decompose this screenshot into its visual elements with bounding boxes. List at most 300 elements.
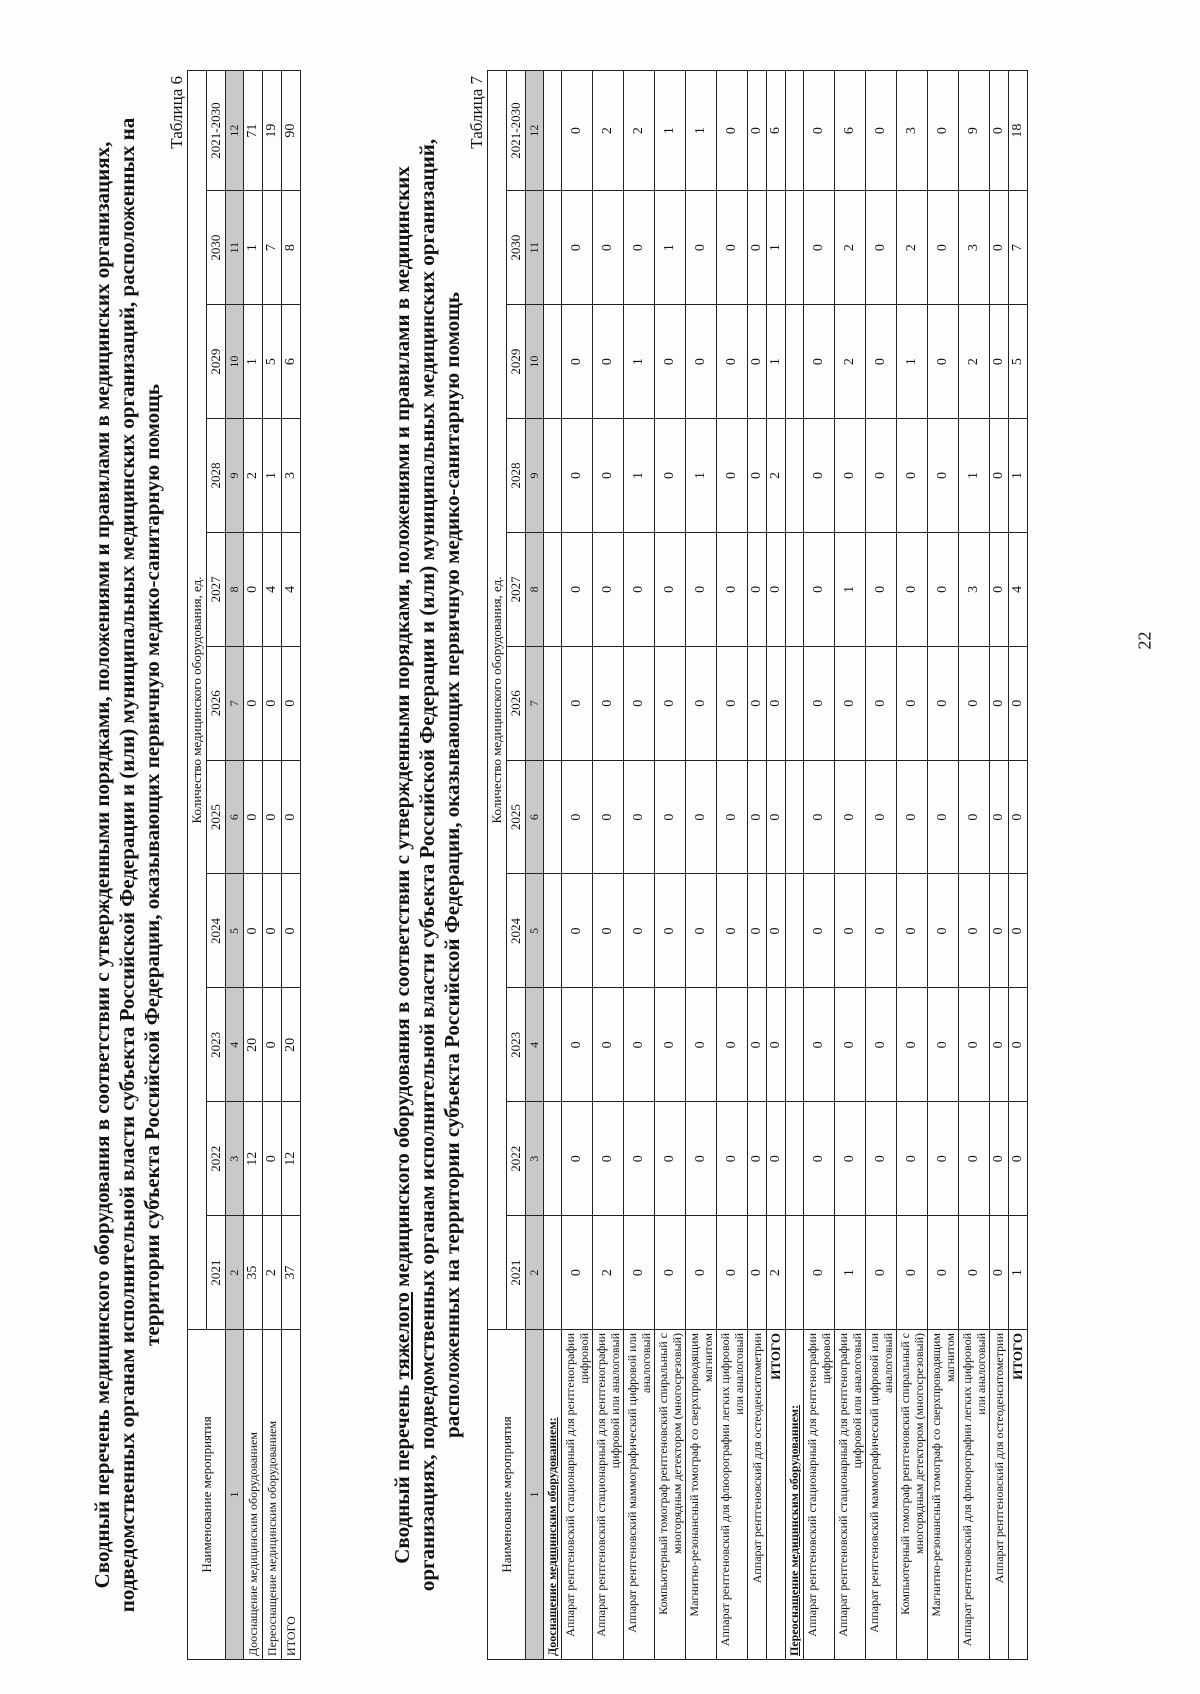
column-index: 3 [226, 1102, 244, 1216]
table-cell: 0 [990, 71, 1009, 191]
column-header-year: 2025 [207, 760, 226, 874]
table-cell: 1 [263, 419, 282, 533]
empty-cell [786, 760, 804, 874]
column-index: 4 [226, 988, 244, 1102]
table-cell: 0 [959, 1216, 990, 1330]
table-cell: 0 [804, 191, 835, 305]
table-row [804, 71, 835, 1660]
table-cell: 1 [1009, 419, 1028, 533]
table-cell: 0 [686, 532, 717, 646]
empty-cell [786, 191, 804, 305]
table-cell: 0 [593, 419, 624, 533]
table-cell: 4 [282, 532, 301, 646]
row-name: Аппарат рентгеновский стационарный для рентгенографии цифровой или аналоговый [835, 1330, 866, 1660]
row-name: Аппарат рентгеновский для остеоденситометрии [748, 1330, 767, 1660]
column-index: 11 [226, 191, 244, 305]
table-cell: 7 [1009, 191, 1028, 305]
row-name: Магнитно-резонансный томограф со сверхпроводящим магнитом [686, 1330, 717, 1660]
table-cell: 0 [928, 1102, 959, 1216]
table-cell: 0 [804, 305, 835, 419]
table-cell: 0 [835, 1102, 866, 1216]
table-cell: 1 [959, 419, 990, 533]
table-cell: 0 [655, 988, 686, 1102]
row-name: Аппарат рентгеновский маммографический цифровой или аналоговый [866, 1330, 897, 1660]
table-cell: 1 [624, 419, 655, 533]
table-cell: 0 [686, 874, 717, 988]
table-cell: 1 [835, 532, 866, 646]
table-cell: 0 [562, 419, 593, 533]
table-cell: 1 [686, 71, 717, 191]
table-cell: 0 [655, 419, 686, 533]
table-cell: 0 [562, 646, 593, 760]
table-row [655, 71, 686, 1660]
table-cell: 0 [686, 1216, 717, 1330]
table-cell: 1 [655, 71, 686, 191]
table-cell: 0 [767, 646, 786, 760]
column-header-year: 2030 [507, 191, 526, 305]
column-index: 1 [526, 1330, 544, 1660]
table-cell: 0 [244, 646, 263, 760]
table-cell: 0 [717, 191, 748, 305]
table-cell: 0 [866, 71, 897, 191]
empty-cell [786, 1102, 804, 1216]
table7-block [390, 70, 1028, 1660]
column-header-year: 2021-2030 [507, 71, 526, 191]
row-name: ИТОГО [1009, 1330, 1028, 1660]
table-cell: 18 [1009, 71, 1028, 191]
row-name: Аппарат рентгеновский маммографический цифровой или аналоговый [624, 1330, 655, 1660]
table6-block [90, 70, 301, 1660]
table-cell: 0 [655, 1216, 686, 1330]
empty-cell [786, 646, 804, 760]
table-cell: 0 [1009, 988, 1028, 1102]
table-cell: 0 [717, 874, 748, 988]
table-cell: 0 [562, 1102, 593, 1216]
table-cell: 3 [959, 532, 990, 646]
table-cell: 0 [897, 419, 928, 533]
table-cell: 0 [1009, 1102, 1028, 1216]
table-cell: 37 [282, 1216, 301, 1330]
empty-cell [544, 1102, 562, 1216]
table-cell: 0 [897, 988, 928, 1102]
column-header-year: 2026 [207, 646, 226, 760]
row-name: ИТОГО [767, 1330, 786, 1660]
row-name: Аппарат рентгеновский для флюорографии легких цифровой или аналоговый [959, 1330, 990, 1660]
column-header-year: 2028 [207, 419, 226, 533]
row-name: Аппарат рентгеновский стационарный для рентгенографии цифровой или аналоговый [593, 1330, 624, 1660]
table-row [593, 71, 624, 1660]
table-cell: 0 [624, 760, 655, 874]
table6-title: Сводный перечень медицинского оборудования в соответствии с утвержденными порядками, положениями и правилами в медицинских организациях, подведомственных органам исполнительной власти субъекта Российской Федерации и (или) муниципальных медицинских организаций, расположенных на территории субъекта Российской Федерации, оказывающих первичную медико-санитарную помощь [90, 117, 164, 1613]
table-cell: 0 [624, 532, 655, 646]
row-name: Аппарат рентгеновский для флюорографии легких цифровой или аналоговый [717, 1330, 748, 1660]
table-cell: 0 [624, 874, 655, 988]
table7-title-part: медицинского оборудования в соответствии с утвержденными порядками, положениями и правилами в медицинских организациях, подведомственных органам исполнительной власти субъекта Российской Федерации и (или) муниципальных медицинских организаций, расположенных на территории субъекта Российской Федерации, оказывающих первичную медико-санитарную помощь [390, 138, 464, 1592]
table-cell: 0 [562, 532, 593, 646]
table-cell: 0 [655, 1102, 686, 1216]
table-cell: 0 [263, 760, 282, 874]
table-row [1009, 71, 1028, 1660]
table-cell: 0 [655, 532, 686, 646]
column-index: 8 [526, 532, 544, 646]
table-cell: 0 [717, 1216, 748, 1330]
table-cell: 0 [866, 305, 897, 419]
table-cell: 0 [866, 532, 897, 646]
table-cell: 0 [897, 760, 928, 874]
empty-cell [544, 191, 562, 305]
table-cell: 0 [282, 760, 301, 874]
table-cell: 1 [897, 305, 928, 419]
table-cell: 0 [928, 1216, 959, 1330]
table-row [959, 71, 990, 1660]
table-cell: 20 [244, 988, 263, 1102]
table-cell: 0 [804, 988, 835, 1102]
column-header-year: 2027 [507, 532, 526, 646]
table6-label: Таблица 6 [167, 76, 186, 149]
table-cell: 0 [717, 305, 748, 419]
table-cell: 0 [263, 988, 282, 1102]
table-cell: 0 [804, 874, 835, 988]
table-cell: 0 [282, 874, 301, 988]
column-index: 5 [526, 874, 544, 988]
table-cell: 0 [928, 532, 959, 646]
table-cell: 2 [244, 419, 263, 533]
column-index: 9 [226, 419, 244, 533]
table-cell: 2 [767, 419, 786, 533]
page-number: 22 [1134, 631, 1155, 650]
table-cell: 0 [959, 1102, 990, 1216]
table-cell: 0 [748, 646, 767, 760]
table-cell: 0 [593, 191, 624, 305]
column-index: 3 [526, 1102, 544, 1216]
table-cell: 0 [686, 760, 717, 874]
table-cell: 0 [717, 988, 748, 1102]
table-row [748, 71, 767, 1660]
table-cell: 0 [717, 71, 748, 191]
table-cell: 0 [748, 1102, 767, 1216]
table-cell: 0 [959, 646, 990, 760]
row-name: Переоснащение медицинским оборудованием [263, 1330, 282, 1660]
table-cell: 0 [655, 874, 686, 988]
table-cell: 0 [624, 646, 655, 760]
table-cell: 2 [835, 305, 866, 419]
table-cell: 0 [990, 874, 1009, 988]
table-cell: 0 [804, 760, 835, 874]
table-cell: 0 [593, 988, 624, 1102]
table-cell: 0 [990, 988, 1009, 1102]
table-cell: 0 [866, 1102, 897, 1216]
column-index: 10 [226, 305, 244, 419]
table-cell: 19 [263, 71, 282, 191]
table-cell: 0 [748, 1216, 767, 1330]
table-cell: 2 [959, 305, 990, 419]
column-index: 5 [226, 874, 244, 988]
table-cell: 0 [263, 646, 282, 760]
column-header-year: 2023 [207, 988, 226, 1102]
table-cell: 0 [835, 874, 866, 988]
table-cell: 9 [959, 71, 990, 191]
column-header-year: 2029 [207, 305, 226, 419]
table-cell: 0 [897, 1216, 928, 1330]
table-row [990, 71, 1009, 1660]
table-cell: 0 [748, 419, 767, 533]
table-cell: 0 [244, 874, 263, 988]
table-cell: 0 [928, 874, 959, 988]
column-header-year: 2028 [507, 419, 526, 533]
table-cell: 0 [562, 988, 593, 1102]
table-cell: 0 [767, 874, 786, 988]
table-cell: 0 [748, 874, 767, 988]
table-cell: 0 [655, 305, 686, 419]
table-cell: 0 [1009, 760, 1028, 874]
column-header-year: 2030 [207, 191, 226, 305]
table-cell: 0 [767, 1102, 786, 1216]
table-cell: 1 [1009, 1216, 1028, 1330]
table-cell: 0 [835, 419, 866, 533]
column-header-year: 2024 [507, 874, 526, 988]
table-cell: 0 [562, 71, 593, 191]
table-row [282, 71, 301, 1660]
table-cell: 0 [804, 71, 835, 191]
table-cell: 2 [593, 1216, 624, 1330]
table-cell: 2 [624, 71, 655, 191]
empty-cell [786, 532, 804, 646]
table-cell: 0 [562, 760, 593, 874]
table-cell: 0 [990, 1102, 1009, 1216]
table-cell: 1 [624, 305, 655, 419]
column-header-year: 2025 [507, 760, 526, 874]
table-cell: 5 [263, 305, 282, 419]
table-cell: 4 [1009, 532, 1028, 646]
table-cell: 0 [866, 1216, 897, 1330]
column-index: 7 [226, 646, 244, 760]
table-cell: 0 [562, 1216, 593, 1330]
table-cell: 1 [655, 191, 686, 305]
table-cell: 0 [717, 419, 748, 533]
column-index: 7 [526, 646, 544, 760]
table-cell: 0 [804, 532, 835, 646]
empty-cell [544, 71, 562, 191]
table-cell: 0 [686, 191, 717, 305]
table-row [624, 71, 655, 1660]
table-cell: 0 [990, 191, 1009, 305]
table-cell: 0 [717, 1102, 748, 1216]
table-cell: 0 [263, 1102, 282, 1216]
column-index: 10 [526, 305, 544, 419]
table-cell: 0 [562, 874, 593, 988]
section-row [786, 71, 804, 1660]
table-cell: 0 [686, 646, 717, 760]
empty-cell [544, 1216, 562, 1330]
table-cell: 2 [835, 191, 866, 305]
table-row [562, 71, 593, 1660]
table-cell: 0 [990, 532, 1009, 646]
table-cell: 0 [748, 191, 767, 305]
column-index: 4 [526, 988, 544, 1102]
empty-cell [786, 305, 804, 419]
table-cell: 0 [593, 874, 624, 988]
empty-cell [786, 1216, 804, 1330]
table-cell: 3 [959, 191, 990, 305]
table-cell: 0 [748, 760, 767, 874]
section-heading: Дооснащение медицинским оборудованием: [544, 1330, 562, 1660]
table7-label: Таблица 7 [467, 76, 486, 149]
empty-cell [544, 760, 562, 874]
row-name: ИТОГО [282, 1330, 301, 1660]
table-cell: 0 [990, 1216, 1009, 1330]
table-cell: 1 [686, 419, 717, 533]
empty-cell [544, 419, 562, 533]
table-row [897, 71, 928, 1660]
empty-cell [786, 874, 804, 988]
column-header-quantity: Количество медицинского оборудования, ед. [488, 71, 507, 1330]
empty-cell [544, 988, 562, 1102]
column-index: 8 [226, 532, 244, 646]
column-header-name: Наименование мероприятия [188, 1330, 226, 1660]
table-cell: 0 [562, 191, 593, 305]
table-cell: 2 [263, 1216, 282, 1330]
column-index: 2 [526, 1216, 544, 1330]
row-name: Компьютерный томограф рентгеновский спиральный с многорядным детектором (многосрезовый) [655, 1330, 686, 1660]
table-cell: 0 [562, 305, 593, 419]
table7-title-part: Сводный перечень [390, 1379, 414, 1564]
table-cell: 0 [624, 191, 655, 305]
column-header-year: 2026 [507, 646, 526, 760]
column-index: 1 [226, 1330, 244, 1660]
table6 [187, 70, 301, 1660]
section-heading: Переоснащение медицинским оборудованием: [786, 1330, 804, 1660]
table-row [928, 71, 959, 1660]
column-header-year: 2022 [207, 1102, 226, 1216]
column-index: 9 [526, 419, 544, 533]
table-cell: 0 [244, 532, 263, 646]
table-cell: 6 [282, 305, 301, 419]
table-row [717, 71, 748, 1660]
table-cell: 0 [686, 305, 717, 419]
table-cell: 0 [686, 1102, 717, 1216]
table-row [866, 71, 897, 1660]
table-cell: 0 [717, 532, 748, 646]
table-cell: 0 [263, 874, 282, 988]
column-index: 6 [526, 760, 544, 874]
row-name: Аппарат рентгеновский стационарный для рентгенографии цифровой [804, 1330, 835, 1660]
table-cell: 0 [928, 646, 959, 760]
table-cell: 0 [959, 874, 990, 988]
table-cell: 2 [767, 1216, 786, 1330]
table-cell: 1 [835, 1216, 866, 1330]
table-cell: 0 [1009, 874, 1028, 988]
table-cell: 7 [263, 191, 282, 305]
table-cell: 0 [748, 988, 767, 1102]
column-index: 12 [526, 71, 544, 191]
table-cell: 6 [835, 71, 866, 191]
table-cell: 90 [282, 71, 301, 191]
table-cell: 0 [990, 760, 1009, 874]
table-cell: 3 [897, 71, 928, 191]
table-cell: 0 [593, 305, 624, 419]
column-header-year: 2021 [507, 1216, 526, 1330]
table-cell: 1 [767, 305, 786, 419]
table-cell: 0 [655, 760, 686, 874]
table7-title-underlined: тяжелого [390, 1292, 414, 1380]
table-cell: 0 [624, 988, 655, 1102]
table-cell: 0 [804, 1102, 835, 1216]
table-row [835, 71, 866, 1660]
table-cell: 0 [593, 532, 624, 646]
column-index: 12 [226, 71, 244, 191]
table-cell: 20 [282, 988, 301, 1102]
section-row [544, 71, 562, 1660]
row-name: Компьютерный томограф рентгеновский спиральный с многорядным детектором (многосрезовый) [897, 1330, 928, 1660]
table-cell: 12 [282, 1102, 301, 1216]
table-cell: 0 [928, 305, 959, 419]
table-cell: 6 [767, 71, 786, 191]
table-cell: 0 [866, 988, 897, 1102]
table-cell: 0 [897, 646, 928, 760]
empty-cell [544, 874, 562, 988]
table-cell: 0 [835, 646, 866, 760]
table-cell: 0 [282, 646, 301, 760]
table-row [263, 71, 282, 1660]
table-cell: 0 [655, 646, 686, 760]
table-cell: 0 [897, 1102, 928, 1216]
table-row [686, 71, 717, 1660]
table-cell: 0 [990, 305, 1009, 419]
table-cell: 0 [244, 760, 263, 874]
table-cell: 1 [244, 305, 263, 419]
table-cell: 1 [767, 191, 786, 305]
table-cell: 0 [866, 760, 897, 874]
empty-cell [786, 988, 804, 1102]
column-header-year: 2021-2030 [207, 71, 226, 191]
table-cell: 0 [866, 874, 897, 988]
table-cell: 0 [959, 760, 990, 874]
column-index: 6 [226, 760, 244, 874]
table-cell: 0 [1009, 646, 1028, 760]
table-cell: 0 [748, 532, 767, 646]
table-cell: 0 [624, 1102, 655, 1216]
table-cell: 0 [866, 646, 897, 760]
rotated-landscape-content [90, 70, 1120, 1660]
table7 [487, 70, 1028, 1660]
column-header-year: 2022 [507, 1102, 526, 1216]
table-cell: 12 [244, 1102, 263, 1216]
table-cell: 0 [928, 760, 959, 874]
table-cell: 71 [244, 71, 263, 191]
empty-cell [786, 419, 804, 533]
table-cell: 0 [990, 646, 1009, 760]
table-cell: 2 [593, 71, 624, 191]
table-cell: 0 [990, 419, 1009, 533]
table-cell: 0 [866, 191, 897, 305]
table-cell: 35 [244, 1216, 263, 1330]
table-cell: 8 [282, 191, 301, 305]
table-cell: 0 [928, 191, 959, 305]
empty-cell [786, 71, 804, 191]
table-cell: 0 [804, 1216, 835, 1330]
column-index: 2 [226, 1216, 244, 1330]
table-cell: 4 [263, 532, 282, 646]
column-header-quantity: Количество медицинского оборудования, ед. [188, 71, 207, 1330]
row-name: Аппарат рентгеновский стационарный для рентгенографии цифровой [562, 1330, 593, 1660]
table-cell: 0 [804, 646, 835, 760]
table-cell: 2 [897, 191, 928, 305]
column-header-name: Наименование мероприятия [488, 1330, 526, 1660]
table-cell: 0 [897, 532, 928, 646]
table-cell: 0 [593, 1102, 624, 1216]
table-row [244, 71, 263, 1660]
table-cell: 0 [767, 988, 786, 1102]
